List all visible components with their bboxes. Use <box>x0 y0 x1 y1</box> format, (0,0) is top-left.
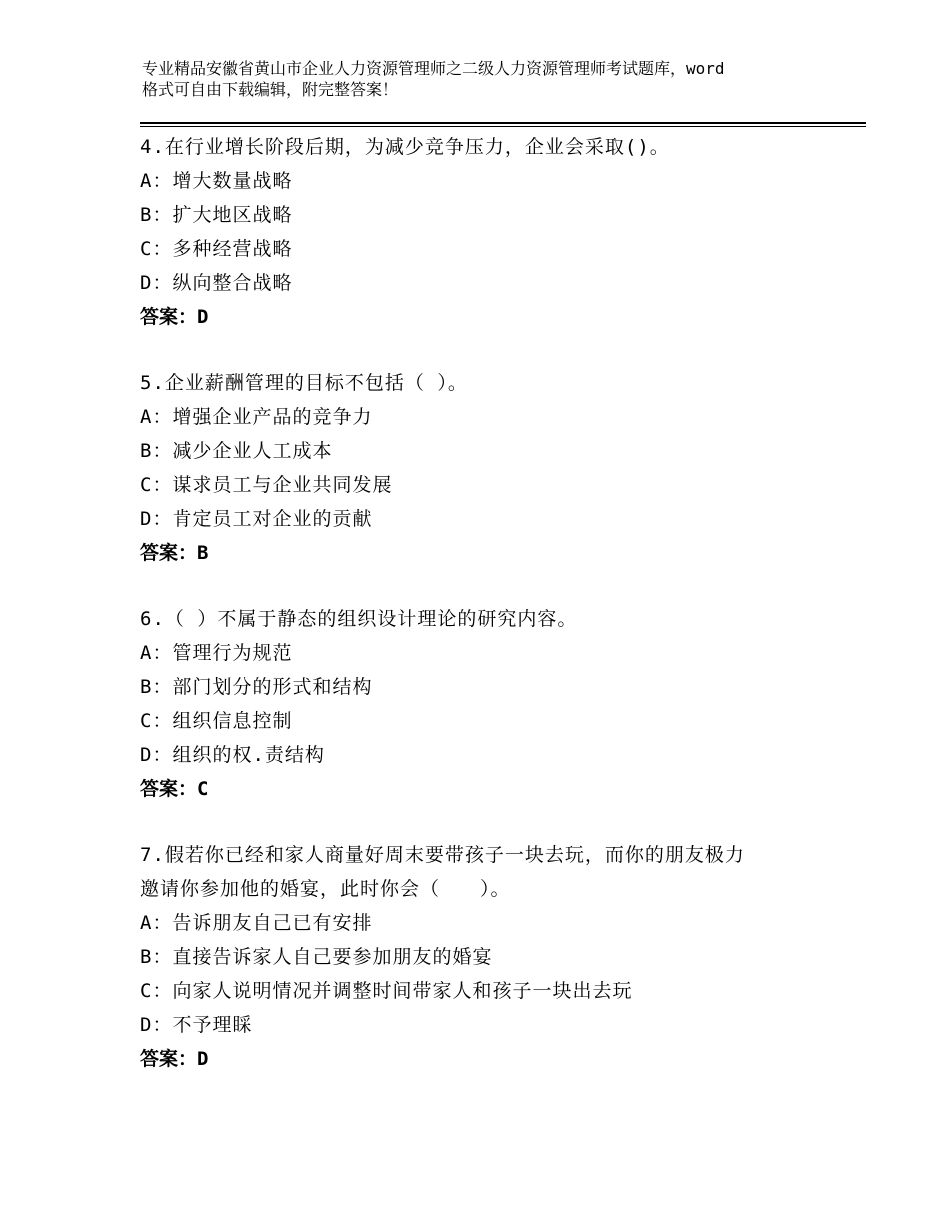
header-rule-thick <box>140 122 866 124</box>
option-c: C：谋求员工与企业共同发展 <box>140 474 393 496</box>
option-d: D：纵向整合战略 <box>140 272 293 294</box>
option-a: A：告诉朋友自己已有安排 <box>140 912 373 934</box>
question-6 <box>140 602 840 806</box>
question-7 <box>140 838 840 1076</box>
option-b: B：减少企业人工成本 <box>140 440 333 462</box>
question-stem: 6.（ ）不属于静态的组织设计理论的研究内容。 <box>140 608 578 630</box>
answer-label: 答案：B <box>140 542 209 564</box>
header-rule-thin <box>140 126 866 127</box>
question-stem: 5.企业薪酬管理的目标不包括（ ）。 <box>140 372 468 394</box>
answer-label: 答案：D <box>140 1048 209 1070</box>
option-d: D：组织的权.责结构 <box>140 744 325 766</box>
question-5 <box>140 366 840 570</box>
option-c: C：向家人说明情况并调整时间带家人和孩子一块出去玩 <box>140 980 633 1002</box>
option-b: B：直接告诉家人自己要参加朋友的婚宴 <box>140 946 493 968</box>
answer-label: 答案：D <box>140 306 209 328</box>
header-line-1: 专业精品安徽省黄山市企业人力资源管理师之二级人力资源管理师考试题库，word <box>142 59 725 78</box>
option-a: A：增强企业产品的竞争力 <box>140 406 373 428</box>
answer-label: 答案：C <box>140 778 209 800</box>
header-line-2: 格式可自由下载编辑，附完整答案！ <box>142 80 399 99</box>
document-header <box>142 58 842 100</box>
option-d: D：不予理睬 <box>140 1014 253 1036</box>
option-a: A：增大数量战略 <box>140 170 293 192</box>
option-c: C：组织信息控制 <box>140 710 293 732</box>
question-stem: 7.假若你已经和家人商量好周末要带孩子一块去玩，而你的朋友极力 <box>140 844 745 866</box>
question-stem-continued: 邀请你参加他的婚宴，此时你会（ ）。 <box>140 878 511 900</box>
option-d: D：肯定员工对企业的贡献 <box>140 508 373 530</box>
question-list <box>140 130 840 1108</box>
option-a: A：管理行为规范 <box>140 642 293 664</box>
option-b: B：部门划分的形式和结构 <box>140 676 373 698</box>
option-b: B：扩大地区战略 <box>140 204 293 226</box>
question-stem: 4.在行业增长阶段后期，为减少竞争压力，企业会采取()。 <box>140 136 670 158</box>
question-4 <box>140 130 840 334</box>
option-c: C：多种经营战略 <box>140 238 293 260</box>
